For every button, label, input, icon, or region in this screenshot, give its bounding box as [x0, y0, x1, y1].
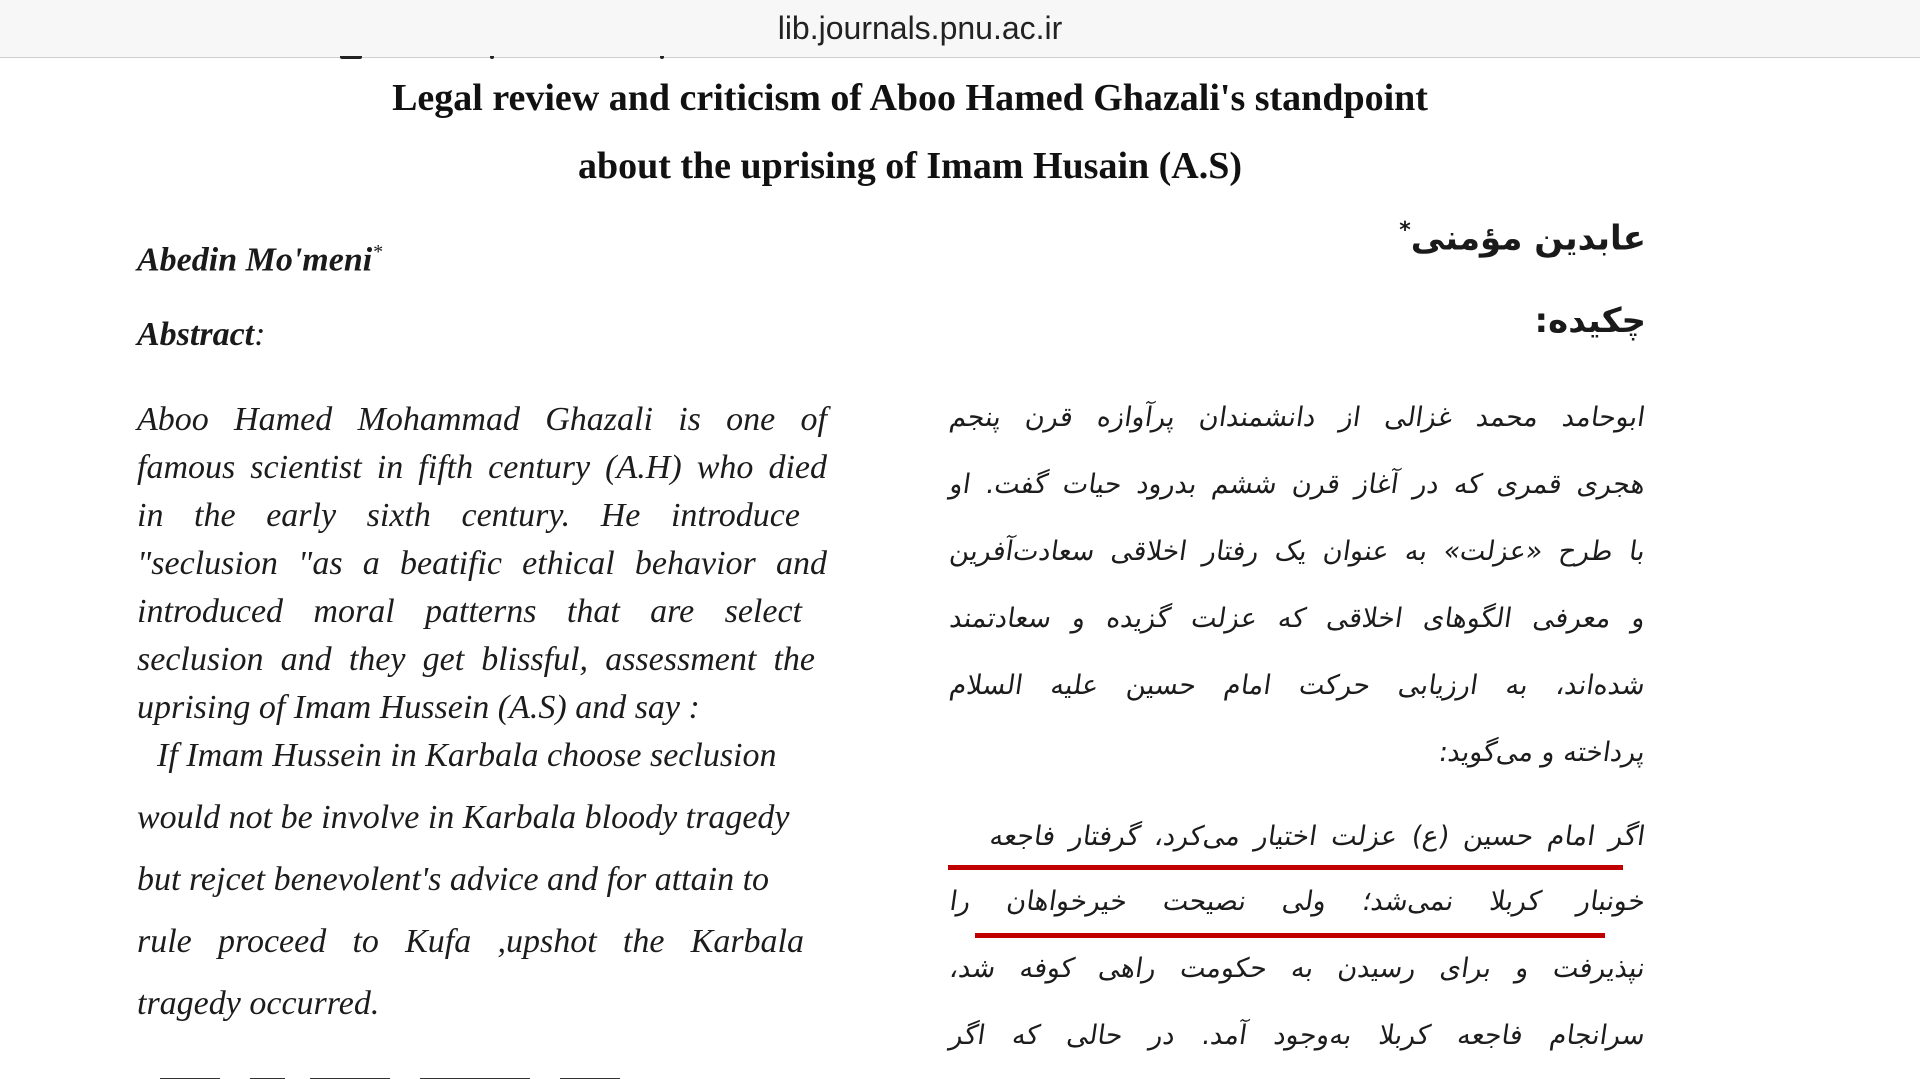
author-footnote-mark-fa: * — [1399, 218, 1411, 243]
persian-abstract-line: هجری قمری که در آغاز قرن ششم بدرود حیات گفت. او — [947, 469, 1648, 500]
persian-abstract-line: با طرح «عزلت» به عنوان یک رفتار اخلاقی سعادت‌آفرین — [947, 536, 1648, 567]
author-name-fa-text: عابدین مؤمنی — [1410, 218, 1646, 259]
document-page — [0, 58, 1920, 1079]
english-abstract-line: Aboo Hamed Mohammad Ghazali is one of — [137, 401, 827, 438]
author-name-fa — [1399, 218, 1646, 258]
author-name-en — [137, 241, 382, 279]
english-abstract-line: in the early sixth century. He introduce — [137, 497, 800, 534]
url-text[interactable]: lib.journals.pnu.ac.ir — [777, 10, 1063, 46]
paper-title-line-2: about the uprising of Imam Husain (A.S) — [577, 145, 1243, 187]
persian-highlighted-line: اگر امام حسین (ع) عزلت اختیار می‌کرد، گرفتار فاجعه — [987, 821, 1648, 852]
abstract-heading-fa: چکیده: — [1534, 301, 1646, 341]
english-abstract-line: would not be involve in Karbala bloody tragedy — [137, 799, 790, 836]
cropped-next-line — [160, 1072, 720, 1079]
paper-title-line-1: Legal review and criticism of Aboo Hamed Ghazali's standpoint — [392, 77, 1428, 119]
abstract-label-en: Abstract — [137, 316, 255, 353]
english-abstract-line: If Imam Hussein in Karbala choose seclusion — [157, 737, 777, 774]
persian-abstract-line: نپذیرفت و برای رسیدن به حکومت راهی کوفه شد، — [947, 953, 1648, 984]
english-abstract-line: "seclusion "as a beatific ethical behavior and — [137, 545, 827, 582]
persian-abstract-line: ابوحامد محمد غزالی از دانشمندان پرآوازه قرن پنجم — [947, 402, 1648, 433]
persian-abstract-line: شده‌اند، به ارزیابی حرکت امام حسین علیه السلام — [947, 670, 1648, 701]
english-abstract-line: famous scientist in fifth century (A.H) who died — [137, 449, 827, 486]
persian-abstract-line: سرانجام فاجعه کربلا به‌وجود آمد. در حالی که اگر — [947, 1020, 1648, 1051]
english-abstract-line: tragedy occurred. — [137, 985, 380, 1022]
english-abstract-line: uprising of Imam Hussein (A.S) and say : — [137, 689, 700, 726]
persian-highlighted-line: خونبار کربلا نمی‌شد؛ ولی نصیحت خیرخواهان را — [947, 886, 1648, 917]
red-underline-annotation — [948, 865, 1623, 870]
english-abstract-line: but rejcet benevolent's advice and for attain to — [137, 861, 770, 898]
abstract-colon: : — [254, 316, 266, 353]
author-footnote-mark: * — [372, 241, 383, 263]
abstract-heading-en — [137, 316, 265, 354]
author-name-en-text: Abedin Mo'meni — [137, 241, 373, 279]
persian-abstract-line: پرداخته و می‌گوید: — [1436, 737, 1648, 768]
english-abstract-line: seclusion and they get blissful, assessment the — [137, 641, 815, 678]
red-underline-annotation — [975, 933, 1605, 938]
english-abstract-line: rule proceed to Kufa ,upshot the Karbala — [137, 923, 804, 960]
english-abstract-line: introduced moral patterns that are select — [137, 593, 802, 630]
persian-abstract-line: و معرفی الگوهای اخلاقی که عزلت گزیده و سعادتمند — [947, 603, 1648, 634]
browser-address-bar[interactable] — [0, 0, 1920, 58]
